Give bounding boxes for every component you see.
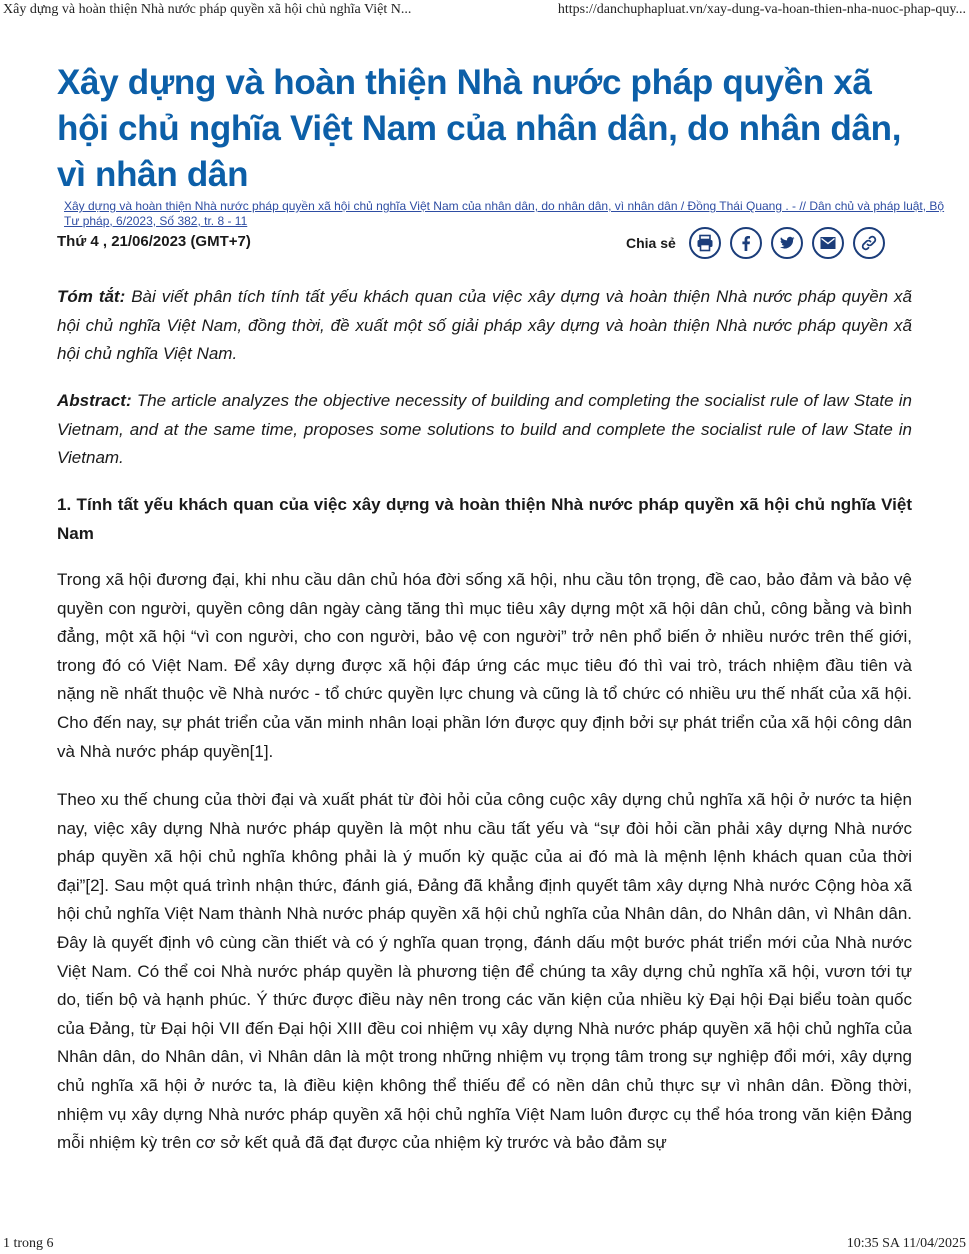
link-icon (860, 234, 878, 252)
print-footer (3, 1234, 966, 1252)
share-label: Chia sẻ (626, 235, 676, 251)
summary-paragraph (57, 283, 912, 369)
facebook-icon (737, 234, 755, 252)
facebook-share-button[interactable] (730, 227, 762, 259)
abstract-paragraph (57, 387, 912, 473)
summary-text: Bài viết phân tích tính tất yếu khách quan của việc xây dựng và hoàn thiện Nhà nước pháp quyền xã hội chủ nghĩa Việt Nam, đồng thời, đề xuất một số giải pháp xây dựng và hoàn thiện Nhà nước pháp quyền xã hội chủ nghĩa Việt Nam. (57, 287, 913, 364)
copy-link-button[interactable] (853, 227, 885, 259)
print-header-title: Xây dựng và hoàn thiện Nhà nước pháp quyền xã hội chủ nghĩa Việt N... (3, 2, 412, 17)
print-header-url[interactable]: https://danchuphapluat.vn/xay-dung-va-hoan-thien-nha-nuoc-phap-quy... (557, 2, 966, 17)
twitter-icon (778, 234, 796, 252)
citation-text[interactable]: Xây dựng và hoàn thiện Nhà nước pháp quyền xã hội chủ nghĩa Việt Nam của nhân dân, do nhân dân, vì nhân dân / Đồng Thái Quang . - // Dân chủ và pháp luật, Bộ Tư pháp, 6/2023, Số 382, tr. 8 - 11 (64, 199, 945, 228)
article-title: Xây dựng và hoàn thiện Nhà nước pháp quyền xã hội chủ nghĩa Việt Nam của nhân dân, do nhân dân, vì nhân dân (57, 63, 902, 194)
email-share-button[interactable] (812, 227, 844, 259)
twitter-share-button[interactable] (771, 227, 803, 259)
print-timestamp: 10:35 SA 11/04/2025 (846, 1236, 966, 1251)
abstract-label: Abstract: (57, 391, 132, 410)
section-heading: 1. Tính tất yếu khách quan của việc xây dựng và hoàn thiện Nhà nước pháp quyền xã hội chủ nghĩa Việt Nam (57, 495, 912, 543)
page-number: 1 trong 6 (3, 1236, 54, 1251)
citation-link[interactable] (64, 199, 954, 229)
email-icon (819, 234, 837, 252)
abstract-text: The article analyzes the objective necessity of building and completing the socialist rule of law State in Vietnam, and at the same time, proposes some solutions to build and complete the socialist rule of law State in Vietnam. (57, 391, 912, 468)
print-header (3, 2, 966, 20)
print-icon (696, 234, 714, 252)
share-bar (626, 226, 894, 260)
publish-date: Thứ 4 , 21/06/2023 (GMT+7) (57, 233, 251, 250)
print-button[interactable] (689, 227, 721, 259)
summary-label: Tóm tắt: (57, 287, 126, 306)
body-paragraph-2: Theo xu thế chung của thời đại và xuất phát từ đòi hỏi của công cuộc xây dựng chủ nghĩa xã hội ở nước ta hiện nay, việc xây dựng Nhà nước pháp quyền là một nhu cầu tất yếu và “sự đòi hỏi cần phải xây dựng Nhà nước pháp quyền xã hội chủ nghĩa không phải là ý muốn kỳ quặc của ai đó mà là mệnh lệnh khách quan của thời đại”[2]. Sau một quá trình nhận thức, đánh giá, Đảng đã khẳng định quyết tâm xây dựng Nhà nước Cộng hòa xã hội chủ nghĩa Việt Nam thành Nhà nước pháp quyền xã hội chủ nghĩa của Nhân dân, do Nhân dân, vì Nhân dân. Đây là quyết định vô cùng cần thiết và có ý nghĩa quan trọng, đánh dấu một bước phát triển mới của Nhà nước Việt Nam. Có thể coi Nhà nước pháp quyền là phương tiện để chúng ta xây dựng chủ nghĩa xã hội, vươn tới tự do, tiến bộ và hạnh phúc. Ý thức được điều này nên trong các văn kiện của nhiều kỳ Đại hội Đại biểu toàn quốc của Đảng, từ Đại hội VII đến Đại hội XIII đều coi nhiệm vụ xây dựng Nhà nước pháp quyền xã hội chủ nghĩa của Nhân dân, do Nhân dân, vì Nhân dân là một trong những nhiệm vụ trọng tâm trong sự nghiệp đổi mới, xây dựng chủ nghĩa xã hội ở nước ta, là điều kiện không thể thiếu để có nền dân chủ thực sự vì nhân dân. Đồng thời, nhiệm vụ xây dựng Nhà nước pháp quyền xã hội chủ nghĩa Việt Nam luôn được cụ thể hóa trong văn kiện Đảng mỗi nhiệm kỳ trên cơ sở kết quả đã đạt được của nhiệm kỳ trước và bảo đảm sự (57, 790, 912, 1153)
body-paragraph-1: Trong xã hội đương đại, khi nhu cầu dân chủ hóa đời sống xã hội, nhu cầu tôn trọng, đề cao, bảo đảm và bảo vệ quyền con người, quyền công dân ngày càng tăng thì mục tiêu xây dựng một xã hội dân chủ, công bằng và bình đẳng, một xã hội “vì con người, cho con người, bảo vệ con người” trở nên phổ biến ở nhiều nước trên thế giới, trong đó có Việt Nam. Để xây dựng được xã hội đáp ứng các mục tiêu đó thì vai trò, trách nhiệm đầu tiên và nặng nề nhất thuộc về Nhà nước - tổ chức quyền lực chung và cũng là tổ chức có nhiều ưu thế nhất của xã hội. Cho đến nay, sự phát triển của văn minh nhân loại phần lớn được quy định bởi sự phát triển của xã hội công dân và Nhà nước pháp quyền[1]. (57, 570, 912, 761)
